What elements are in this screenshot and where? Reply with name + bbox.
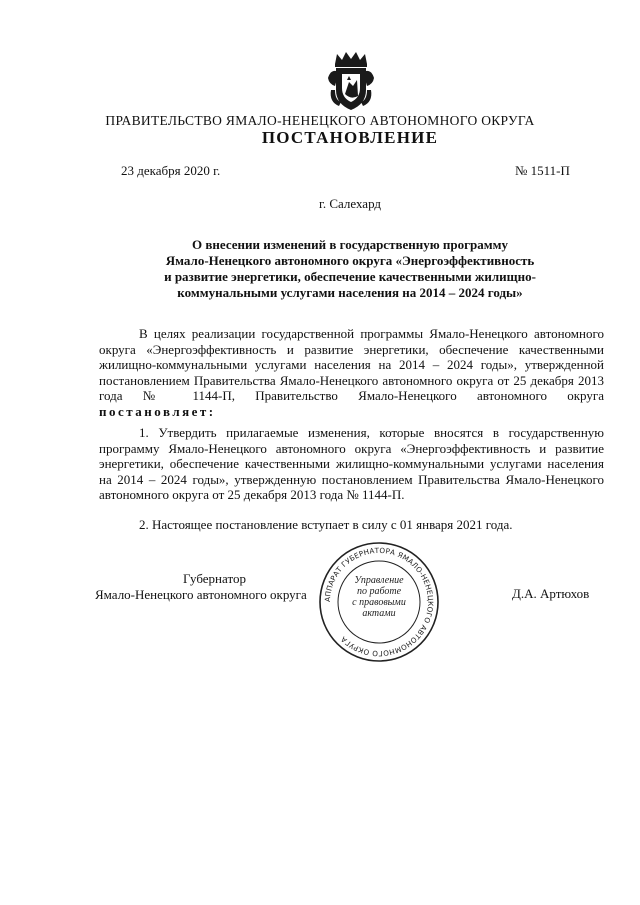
document-type: ПОСТАНОВЛЕНИЕ [261,128,439,147]
signatory-position [95,571,335,603]
stamp-line: по работе [356,586,402,597]
stamp-inner-text [337,575,421,619]
preamble-text: В целях реализации государственной программы Ямало-Ненецкого автономного округа «Энергоэффективность и развитие энергетики, обеспечение качественными жилищно-коммунальными услугами населения на 2014 – 2024 годы», утвержденной постановлением Правительства Ямало-Ненецкого автономного округа от 25 декабря 2013 года № 1144-П, Правительство Ямало-Ненецкого автономного округа [99,326,604,403]
document-date: 23 декабря 2020 г. [121,163,221,178]
title-line: О внесении изменений в государственную программу [192,237,508,252]
document-title [110,237,590,301]
organization-name: ПРАВИТЕЛЬСТВО ЯМАЛО-НЕНЕЦКОГО АВТОНОМНОГО ОКРУГА [105,113,535,128]
document-number: № 1511-П [515,163,570,178]
stamp-ring-text: АППАРАТ ГУБЕРНАТОРА ЯМАЛО-НЕНЕЦКОГО АВТОНОМНОГО ОКРУГА [322,545,436,659]
signatory-title: Губернатор [183,571,246,586]
title-line: и развитие энергетики, обеспечение качественными жилищно- [164,269,536,284]
stamp-line: Управление [354,575,404,586]
preamble-paragraph [99,326,604,419]
signatory-region: Ямало-Ненецкого автономного округа [95,587,307,602]
resolves-keyword: постановляет: [99,403,216,419]
signatory-name: Д.А. Артюхов [512,586,590,601]
title-line: коммунальными услугами населения на 2014 – 2024 годы» [177,285,523,300]
stamp-line: с правовыми [352,597,406,608]
clause-1: 1. Утвердить прилагаемые изменения, которые вносятся в государственную программу Ямало-Ненецкого автономного округа «Энергоэффективность и развитие энергетики, обеспечение качественными жилищно-коммунальными услугами населения на 2014 – 2024 годы», утвержденную постановлением Правительства Ямало-Ненецкого автономного округа от 25 декабря 2013 года № 1144-П. [99,425,604,502]
stamp-line: актами [362,608,396,619]
document-city: г. Салехард [318,196,382,211]
yamal-nenets-coat-of-arms-icon [325,50,377,114]
clause-2: 2. Настоящее постановление вступает в силу с 01 января 2021 года. [139,517,513,532]
title-line: Ямало-Ненецкого автономного округа «Энергоэффективность [165,253,535,268]
